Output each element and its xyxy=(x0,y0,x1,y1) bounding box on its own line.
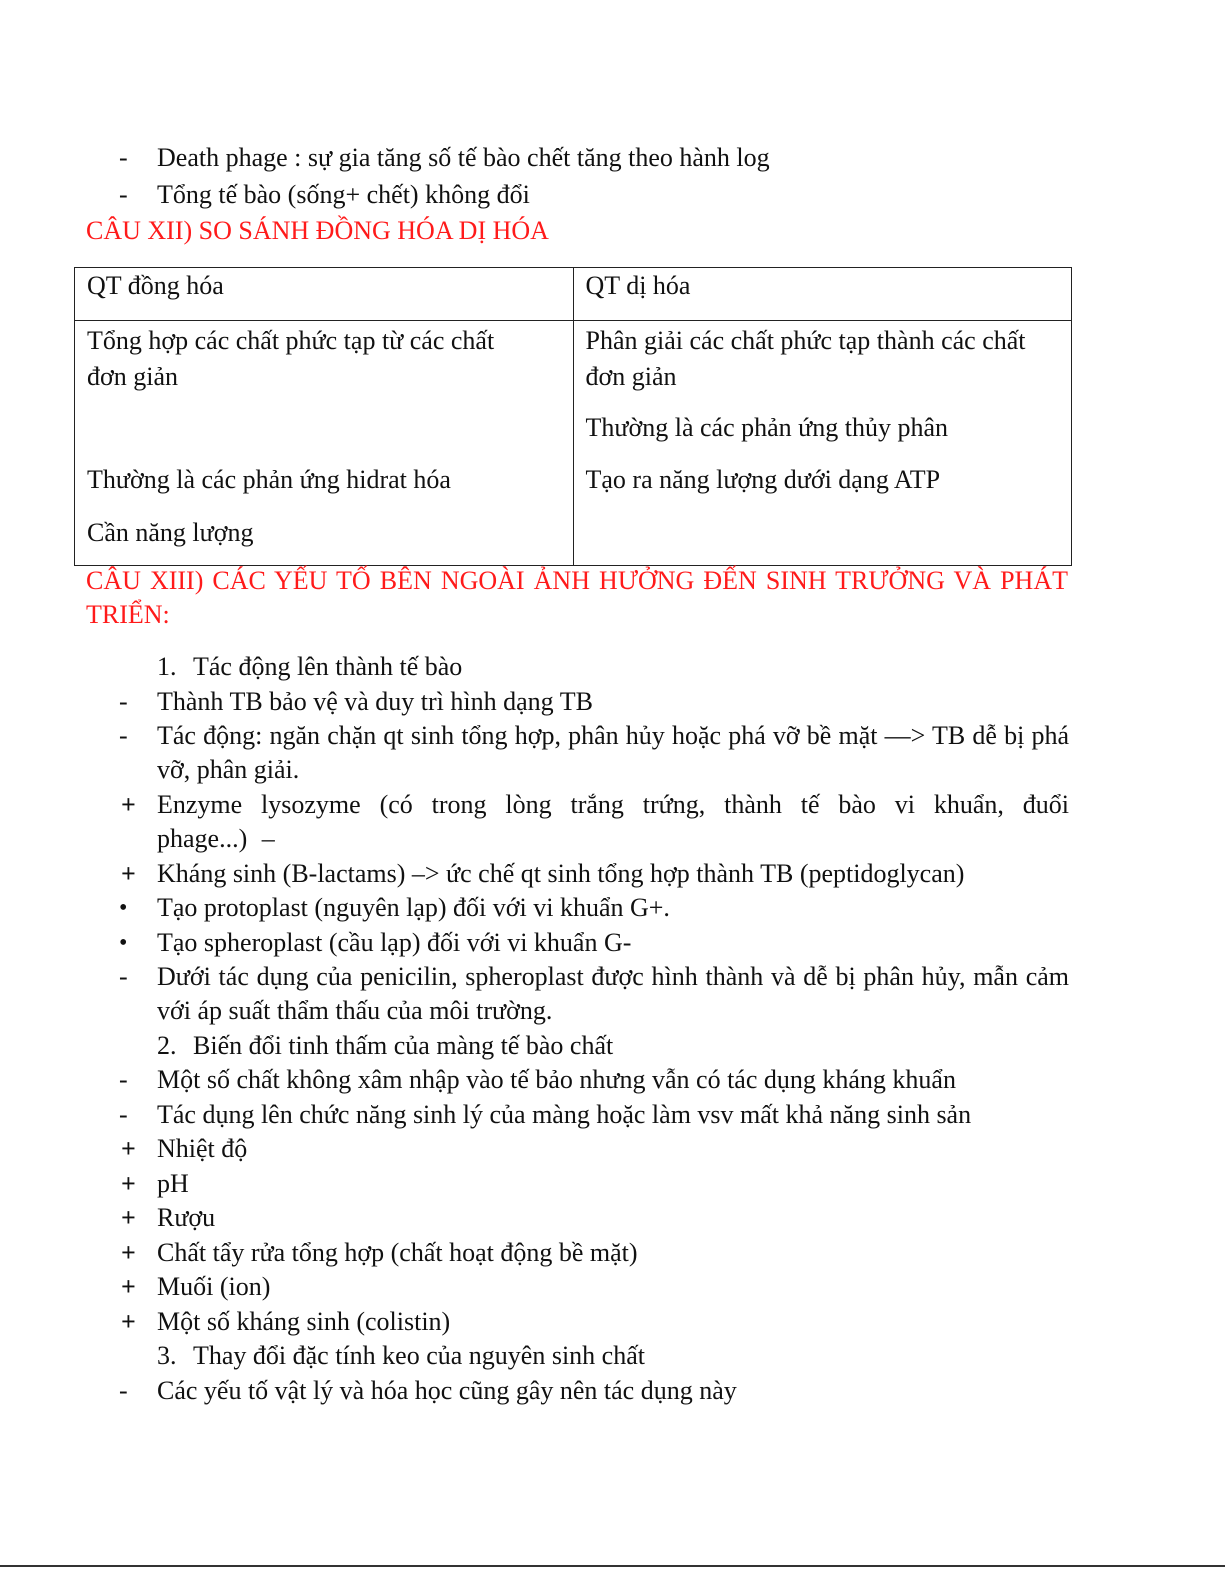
item-number: 1. xyxy=(157,652,177,681)
list-item: Tác dụng lên chức năng sinh lý của màng hoặc làm vsv mất khả năng sinh sản xyxy=(157,1100,972,1129)
list-item: Enzyme lysozyme (có trong lòng trắng trứng, thành tế bào vi khuẩn, đuổi phage...) – xyxy=(157,790,1069,853)
list-item: Tạo spheroplast (cầu lạp) đối với vi khuẩn G- xyxy=(157,928,632,957)
table-cell-catabolism xyxy=(573,321,1072,566)
anabolism-energy: Cần năng lượng xyxy=(87,518,254,547)
list-marker: + xyxy=(121,1134,136,1163)
list-marker: - xyxy=(119,962,128,991)
list-item: Tạo protoplast (nguyên lạp) đối với vi khuẩn G+. xyxy=(157,893,670,922)
list-marker: - xyxy=(119,721,128,750)
list-marker: + xyxy=(121,1238,136,1267)
list-marker: - xyxy=(119,180,128,209)
header-catabolism: QT dị hóa xyxy=(585,271,691,300)
numbered-item-1 xyxy=(157,650,462,684)
table-header-row xyxy=(75,268,1072,321)
list-item: Một số chất không xâm nhập vào tế bảo nhưng vẫn có tác dụng kháng khuẩn xyxy=(157,1065,956,1094)
list-item: Death phage : sự gia tăng số tế bào chết tăng theo hành log xyxy=(157,143,770,172)
header-anabolism: QT đồng hóa xyxy=(87,271,224,300)
item-text: Thay đổi đặc tính keo của nguyên sinh chất xyxy=(193,1341,645,1370)
item-number: 2. xyxy=(157,1031,177,1060)
list-item: Rượu xyxy=(157,1203,216,1232)
list-marker: + xyxy=(121,1272,136,1301)
list-marker: + xyxy=(121,790,136,819)
list-marker: + xyxy=(121,859,136,888)
catabolism-energy: Tạo ra năng lượng dưới dạng ATP xyxy=(585,465,941,494)
list-marker: - xyxy=(119,1065,128,1094)
list-item: Một số kháng sinh (colistin) xyxy=(157,1307,451,1336)
list-marker: - xyxy=(119,143,128,172)
list-marker: - xyxy=(119,1376,128,1405)
table-header-cell xyxy=(573,268,1072,321)
item-text: Biến đổi tinh thấm của màng tế bào chất xyxy=(193,1031,614,1060)
table-header-cell xyxy=(75,268,574,321)
list-item: Dưới tác dụng của penicilin, spheroplast được hình thành và dễ bị phân hủy, mẫn cảm với áp suất thẩm thấu của môi trường. xyxy=(157,962,1069,1025)
numbered-item-2 xyxy=(157,1029,613,1063)
list-marker: + xyxy=(121,1307,136,1336)
list-item: Thành TB bảo vệ và duy trì hình dạng TB xyxy=(157,687,593,716)
catabolism-definition: Phân giải các chất phức tạp thành các chất đơn giản xyxy=(585,326,1026,391)
table-row xyxy=(75,321,1072,566)
list-item: Tác động: ngăn chặn qt sinh tổng hợp, phân hủy hoặc phá vỡ bề mặt —> TB dễ bị phá vỡ, phân giải. xyxy=(157,721,1069,784)
catabolism-reaction-type: Thường là các phản ứng thủy phân xyxy=(585,413,949,442)
section-heading-13: CÂU XIII) CÁC YẾU TỐ BÊN NGOÀI ẢNH HƯỞNG ĐẾN SINH TRƯỞNG VÀ PHÁT TRIỂN: xyxy=(86,566,1068,629)
list-item: Nhiệt độ xyxy=(157,1134,248,1163)
list-marker: - xyxy=(119,1100,128,1129)
list-marker: + xyxy=(121,1169,136,1198)
list-marker: - xyxy=(119,687,128,716)
list-item: pH xyxy=(157,1169,189,1198)
list-marker: • xyxy=(119,930,128,956)
list-marker: + xyxy=(121,1203,136,1232)
list-item: Các yếu tố vật lý và hóa học cũng gây nên tác dụng này xyxy=(157,1376,737,1405)
list-marker: • xyxy=(119,895,128,921)
table-cell-anabolism xyxy=(75,321,574,566)
list-item: Tổng tế bào (sống+ chết) không đổi xyxy=(157,180,530,209)
item-text: Tác động lên thành tế bào xyxy=(193,652,463,681)
anabolism-definition: Tổng hợp các chất phức tạp từ các chất đơn giản xyxy=(87,326,495,391)
numbered-item-3 xyxy=(157,1339,645,1373)
list-item: Chất tẩy rửa tổng hợp (chất hoạt động bề mặt) xyxy=(157,1238,638,1267)
comparison-table xyxy=(74,267,1072,566)
page-bottom-rule xyxy=(0,1565,1225,1567)
list-item: Muối (ion) xyxy=(157,1272,271,1301)
section-heading-12: CÂU XII) SO SÁNH ĐỒNG HÓA DỊ HÓA xyxy=(86,216,549,245)
anabolism-reaction-type: Thường là các phản ứng hidrat hóa xyxy=(87,465,451,494)
list-item: Kháng sinh (B-lactams) –> ức chế qt sinh tổng hợp thành TB (peptidoglycan) xyxy=(157,859,965,888)
item-number: 3. xyxy=(157,1341,177,1370)
